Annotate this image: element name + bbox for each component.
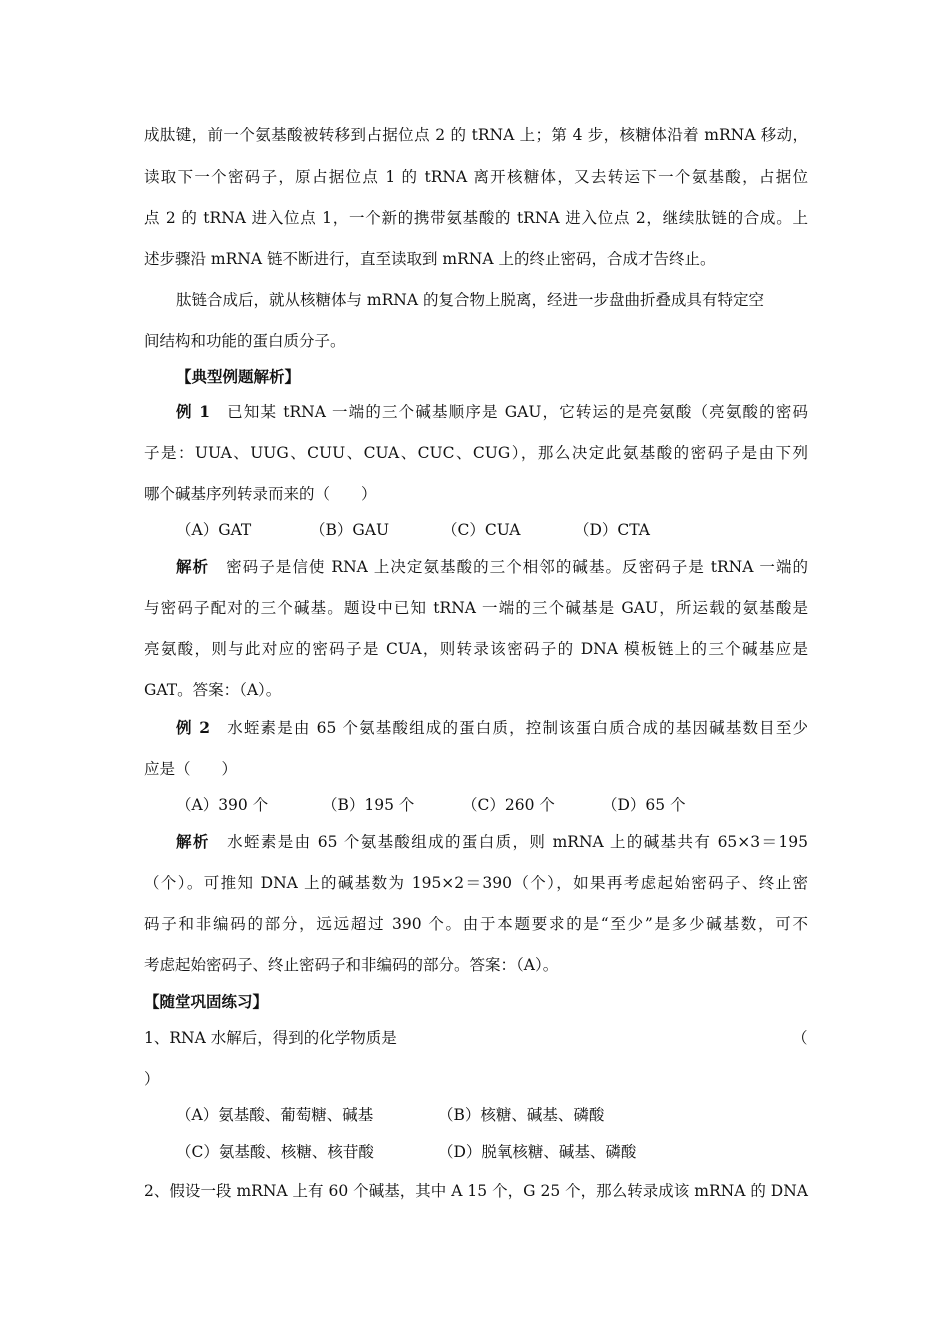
paragraph-line: 间结构和功能的蛋白质分子。: [144, 332, 346, 350]
option-c: （C）氨基酸、核糖、核苷酸: [176, 1143, 374, 1161]
analysis-2-text: 水蛭素是由 65 个氨基酸组成的蛋白质，则 mRNA 上的碱基共有 65×3＝195: [225, 833, 808, 851]
paragraph-line: 成肽键，前一个氨基酸被转移到占据位点 2 的 tRNA 上；第 4 步，核糖体沿着 mRNA 移动，: [144, 126, 808, 144]
option-c: （C）260 个: [462, 796, 555, 814]
option-c: （C）CUA: [442, 521, 521, 539]
analysis-1-label: 解析: [176, 557, 210, 576]
analysis-1-line: 与密码子配对的三个碱基。题设中已知 tRNA 一端的三个碱基是 GAU，所运载的氨基酸是: [144, 599, 808, 617]
analysis-2-line: 考虑起始密码子、终止密码子和非编码的部分。答案：（A）。: [144, 956, 559, 974]
option-d: （D）CTA: [574, 521, 650, 539]
question-2-text: 2、假设一段 mRNA 上有 60 个碱基，其中 A 15 个，G 25 个，那么转录成该 mRNA 的 DNA: [144, 1182, 808, 1200]
section-heading-practice: 【随堂巩固练习】: [144, 992, 269, 1011]
example-1-label: 例 1: [176, 402, 211, 421]
paragraph-line: 肽链合成后，就从核糖体与 mRNA 的复合物上脱离，经进一步盘曲折叠成具有特定空: [176, 291, 764, 309]
option-b: （B）核糖、碱基、磷酸: [438, 1106, 605, 1124]
example-1-line: 子是：UUA、UUG、CUU、CUA、CUC、CUG），那么决定此氨基酸的密码子是由下列: [144, 444, 808, 462]
analysis-2-line: 码子和非编码的部分，远远超过 390 个。由于本题要求的是“至少”是多少碱基数，可不: [144, 915, 808, 933]
option-a: （A）390 个: [176, 796, 269, 814]
question-1-bracket-open: （: [792, 1029, 808, 1047]
analysis-1-line: [176, 556, 808, 578]
option-a: （A）GAT: [176, 521, 252, 539]
example-1-line: 哪个碱基序列转录而来的（ ）: [144, 485, 377, 503]
section-heading-examples: 【典型例题解析】: [176, 367, 301, 386]
analysis-2-line: （个）。可推知 DNA 上的碱基数为 195×2＝390（个），如果再考虑起始密码子、终止密: [144, 874, 808, 892]
question-1-bracket-close: ）: [144, 1070, 160, 1088]
option-d: （D）脱氧核糖、碱基、磷酸: [438, 1143, 637, 1161]
example-2-line: 应是（ ）: [144, 760, 238, 778]
example-1-line: [176, 401, 808, 423]
option-a: （A）氨基酸、葡萄糖、碱基: [176, 1106, 374, 1124]
option-b: （B）195 个: [322, 796, 415, 814]
paragraph-line: 读取下一个密码子，原占据位点 1 的 tRNA 离开核糖体，又去转运下一个氨基酸，占据位: [144, 168, 808, 186]
example-1-text: 已知某 tRNA 一端的三个碱基顺序是 GAU，它转运的是亮氨酸（亮氨酸的密码: [226, 403, 808, 421]
analysis-1-line: GAT。答案：（A）。: [144, 681, 282, 699]
analysis-2-label: 解析: [176, 832, 210, 851]
analysis-1-line: 亮氨酸，则与此对应的密码子是 CUA，则转录该密码子的 DNA 模板链上的三个碱基应是: [144, 640, 808, 658]
paragraph-line: 述步骤沿 mRNA 链不断进行，直至读取到 mRNA 上的终止密码，合成才告终止。: [144, 250, 716, 268]
option-b: （B）GAU: [310, 521, 390, 539]
example-2-text: 水蛭素是由 65 个氨基酸组成的蛋白质，控制该蛋白质合成的基因碱基数目至少: [226, 719, 808, 737]
analysis-1-text: 密码子是信使 RNA 上决定氨基酸的三个相邻的碱基。反密码子是 tRNA 一端的: [225, 558, 808, 576]
analysis-2-line: [176, 831, 808, 853]
paragraph-line: 点 2 的 tRNA 进入位点 1，一个新的携带氨基酸的 tRNA 进入位点 2，继续肽链的合成。上: [144, 209, 808, 227]
example-2-label: 例 2: [176, 718, 211, 737]
option-d: （D）65 个: [602, 796, 686, 814]
question-1-text: 1、RNA 水解后，得到的化学物质是: [144, 1029, 397, 1047]
example-2-line: [176, 717, 808, 739]
